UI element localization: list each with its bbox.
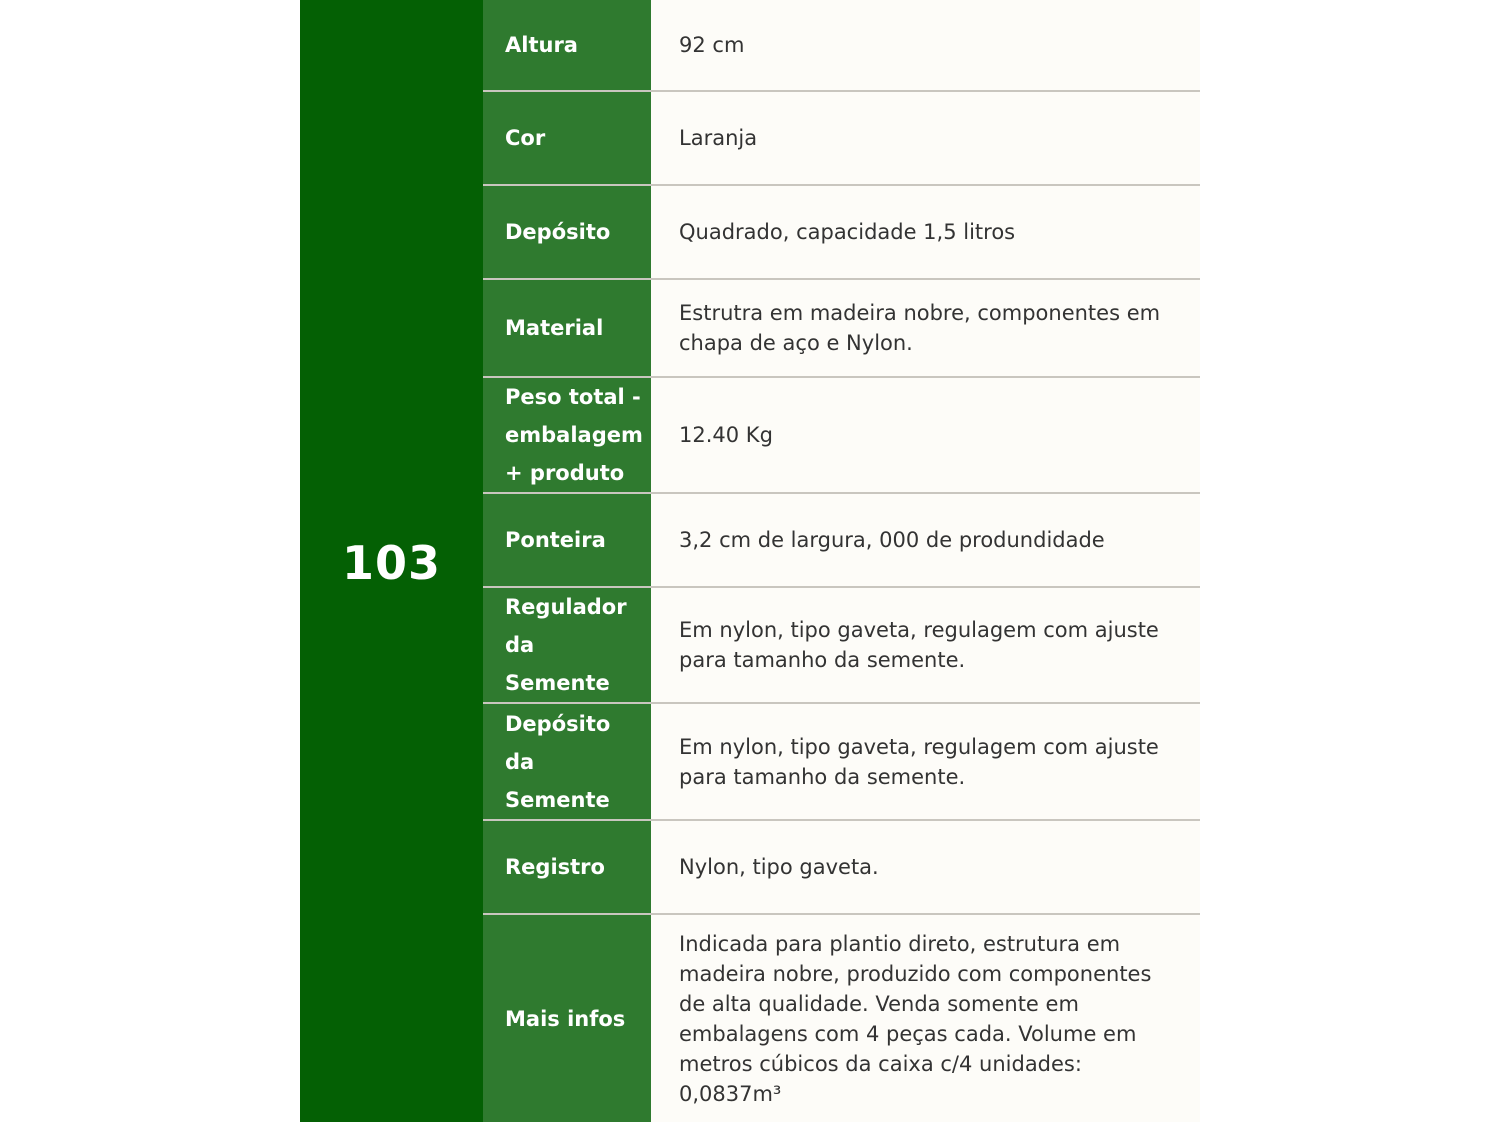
- spec-label: Peso total - embalagem + produto: [483, 378, 651, 492]
- spec-label: Regulador da Semente: [483, 588, 651, 702]
- spec-row-deposito: [483, 186, 1200, 280]
- spec-row-regulador: [483, 588, 1200, 704]
- spec-label: Depósito da Semente: [483, 704, 651, 819]
- spec-row-deposito-semente: [483, 704, 1200, 821]
- spec-label: Altura: [483, 0, 651, 90]
- spec-label: Depósito: [483, 186, 651, 278]
- spec-value: Indicada para plantio direto, estrutura em madeira nobre, produzido com componentes de alta qualidade. Venda somente em embalagens com 4 peças cada. Volume em metros cúbicos da caixa c/4 unidades: 0,0837m³: [651, 915, 1200, 1122]
- spec-value: 3,2 cm de largura, 000 de produndidade: [651, 494, 1200, 586]
- spec-row-registro: [483, 821, 1200, 915]
- spec-row-peso-total: [483, 378, 1200, 494]
- spec-label: Material: [483, 280, 651, 376]
- spec-value: Quadrado, capacidade 1,5 litros: [651, 186, 1200, 278]
- model-column: [300, 0, 483, 1122]
- spec-label: Ponteira: [483, 494, 651, 586]
- spec-row-material: [483, 280, 1200, 378]
- spec-row-altura: [483, 0, 1200, 92]
- spec-label: Mais infos: [483, 915, 651, 1122]
- spec-value: Nylon, tipo gaveta.: [651, 821, 1200, 913]
- spec-value: Laranja: [651, 92, 1200, 184]
- spec-value: Em nylon, tipo gaveta, regulagem com ajuste para tamanho da semente.: [651, 704, 1200, 819]
- spec-label: Cor: [483, 92, 651, 184]
- spec-value: Em nylon, tipo gaveta, regulagem com ajuste para tamanho da semente.: [651, 588, 1200, 702]
- spec-row-mais-infos: [483, 915, 1200, 1122]
- spec-rows: [483, 0, 1200, 1122]
- spec-label: Registro: [483, 821, 651, 913]
- model-number: 103: [341, 536, 442, 590]
- spec-value: 92 cm: [651, 0, 1200, 90]
- spec-row-ponteira: [483, 494, 1200, 588]
- spec-row-cor: [483, 92, 1200, 186]
- spec-value: 12.40 Kg: [651, 378, 1200, 492]
- spec-table: [300, 0, 1200, 1122]
- spec-value: Estrutra em madeira nobre, componentes em chapa de aço e Nylon.: [651, 280, 1200, 376]
